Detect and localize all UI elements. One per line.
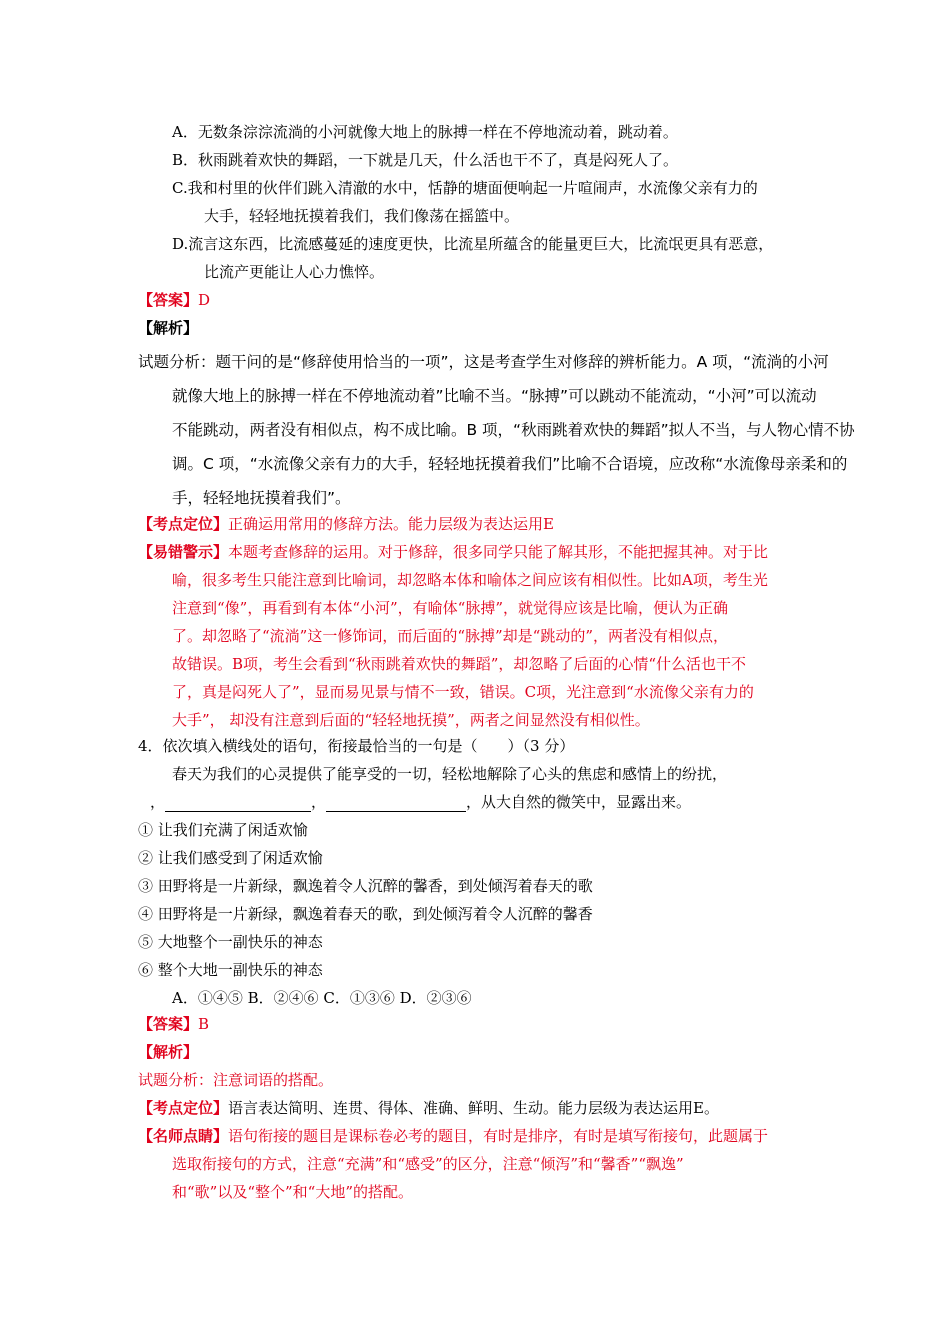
- q4-analysis-tag: 【解析】: [138, 1043, 199, 1061]
- option-d-continued: 比流产更能让人心力憔悴。: [204, 263, 385, 281]
- q4-kaodian-text: 语言表达简明、连贯、得体、准确、鲜明、生动。能力层级为表达运用E。: [228, 1099, 719, 1117]
- yicuo-line-1: 本题考查修辞的运用。对于修辞，很多同学只能了解其形，不能把握其神。对于比: [228, 543, 769, 561]
- answer-tag: 【答案】: [138, 291, 199, 309]
- yicuo-line-3: 注意到“像”，再看到有本体“小河”，有喻体“脉搏”，就觉得应该是比喻，便认为正确: [172, 599, 729, 617]
- yicuo-line-6: 了，真是闷死人了”，显而易见景与情不一致，错误。C项，光注意到“水流像父亲有力的: [172, 683, 754, 701]
- mingshi-tag: 【名师点睛】: [138, 1127, 229, 1145]
- passage-mid: ，: [311, 793, 327, 811]
- q3-answer: [138, 290, 210, 310]
- analysis-line-1: 试题分析：题干问的是“修辞使用恰当的一项”，这是考查学生对修辞的辨析能力。A 项，“流淌的小河: [138, 353, 829, 371]
- yicuo-line-5: 故错误。B项，考生会看到“秋雨跳着欢快的舞蹈”，却忽略了后面的心情“什么活也干不: [172, 655, 747, 673]
- fill-blank-1: [165, 795, 311, 812]
- option-c: C.我和村里的伙伴们跳入清澈的水中，恬静的塘面便响起一片喧闹声，水流像父亲有力的: [172, 179, 758, 197]
- q4-answer: [138, 1014, 209, 1034]
- option-a: A．无数条淙淙流淌的小河就像大地上的脉搏一样在不停地流动着，跳动着。: [172, 123, 678, 141]
- q4-passage-line-2: [150, 792, 691, 812]
- option-d: D.流言这东西，比流感蔓延的速度更快，比流星所蕴含的能量更巨大，比流氓更具有恶意，: [172, 235, 774, 253]
- q3-kaodian: [138, 514, 554, 534]
- answer-value: D: [198, 291, 211, 309]
- yicuo-line-7: 大手”， 却没有注意到后面的“轻轻地抚摸”，两者之间显然没有相似性。: [172, 711, 650, 729]
- analysis-line-3: 不能跳动，两者没有相似点，构不成比喻。B 项，“秋雨跳着欢快的舞蹈”拟人不当，与人物心情不协: [172, 421, 855, 439]
- q4-choices: A．①④⑤ B．②④⑥ C．①③⑥ D．②③⑥: [172, 989, 472, 1007]
- q4-analysis-text: 试题分析：注意词语的搭配。: [138, 1071, 334, 1089]
- passage-suffix: ，从大自然的微笑中，显露出来。: [466, 793, 692, 811]
- mingshi-line-2: 选取衔接句的方式，注意“充满”和“感受”的区分，注意“倾泻”和“馨香”“飘逸”: [172, 1155, 684, 1173]
- q4-item-6: ⑥ 整个大地一副快乐的神态: [138, 961, 323, 979]
- q4-passage-line-1: 春天为我们的心灵提供了能享受的一切，轻松地解除了心头的焦虑和感情上的纷扰，: [172, 765, 728, 783]
- option-c-continued: 大手，轻轻地抚摸着我们，我们像荡在摇篮中。: [204, 207, 520, 225]
- kaodian-tag: 【考点定位】: [138, 515, 229, 533]
- q4-answer-tag: 【答案】: [138, 1015, 199, 1033]
- q4-item-2: ② 让我们感受到了闲适欢愉: [138, 849, 323, 867]
- passage-prefix: ，: [150, 793, 166, 811]
- q3-analysis-tag: 【解析】: [138, 319, 199, 337]
- mingshi-line-1: 语句衔接的题目是课标卷必考的题目，有时是排序，有时是填写衔接句，此题属于: [228, 1127, 769, 1145]
- q4-mingshi: [138, 1126, 768, 1146]
- q4-stem: 4．依次填入横线处的语句，衔接最恰当的一句是（ ）（3 分）: [138, 737, 575, 755]
- yicuo-line-2: 喻，很多考生只能注意到比喻词，却忽略本体和喻体之间应该有相似性。比如A项，考生光: [172, 571, 768, 589]
- yicuo-line-4: 了。却忽略了“流淌”这一修饰词，而后面的“脉搏”却是“跳动的”，两者没有相似点，: [172, 627, 729, 645]
- option-b: B．秋雨跳着欢快的舞蹈，一下就是几天，什么活也干不了，真是闷死人了。: [172, 151, 679, 169]
- q4-answer-value: B: [198, 1015, 210, 1033]
- analysis-line-2: 就像大地上的脉搏一样在不停地流动着”比喻不当。“脉搏”可以跳动不能流动，“小河”可以流动: [172, 387, 817, 405]
- q4-item-3: ③ 田野将是一片新绿，飘逸着令人沉醉的馨香，到处倾泻着春天的歌: [138, 877, 593, 895]
- q4-kaodian: [138, 1098, 719, 1118]
- q4-item-4: ④ 田野将是一片新绿，飘逸着春天的歌，到处倾泻着令人沉醉的馨香: [138, 905, 593, 923]
- mingshi-line-3: 和“歌”以及“整个”和“大地”的搭配。: [172, 1183, 414, 1201]
- q3-yicuo: [138, 542, 768, 562]
- yicuo-tag: 【易错警示】: [138, 543, 229, 561]
- q4-item-1: ① 让我们充满了闲适欢愉: [138, 821, 308, 839]
- analysis-line-4: 调。C 项，“水流像父亲有力的大手，轻轻地抚摸着我们”比喻不合语境，应改称“水流像母亲柔和的: [172, 455, 848, 473]
- q4-item-5: ⑤ 大地整个一副快乐的神态: [138, 933, 323, 951]
- analysis-line-5: 手，轻轻地抚摸着我们”。: [172, 489, 351, 507]
- fill-blank-2: [326, 795, 466, 812]
- q4-kaodian-tag: 【考点定位】: [138, 1099, 229, 1117]
- kaodian-text: 正确运用常用的修辞方法。能力层级为表达运用E: [228, 515, 554, 533]
